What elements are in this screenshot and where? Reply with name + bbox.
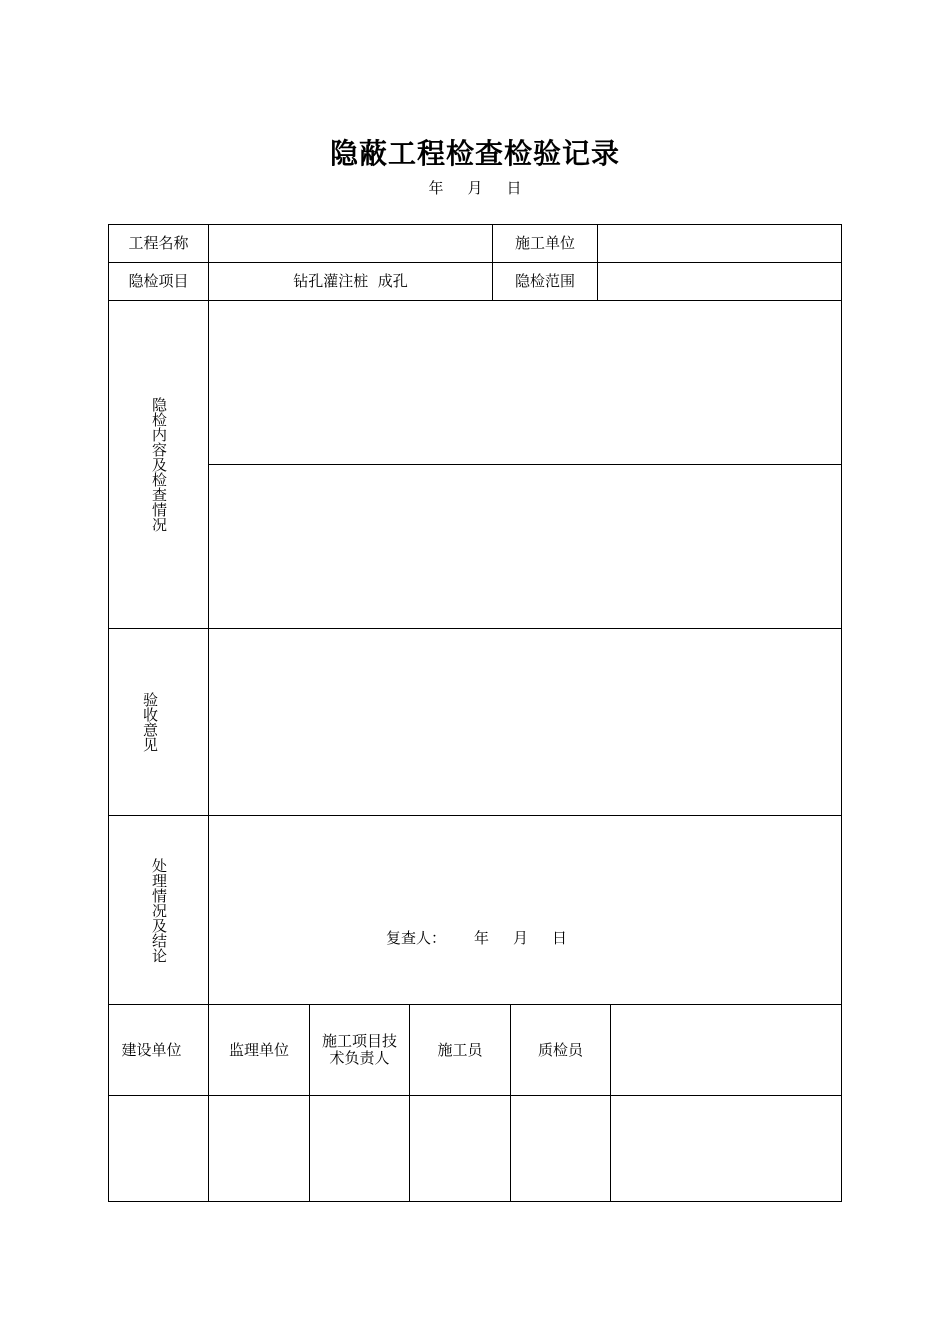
reviewer-month: 月 [513, 929, 529, 947]
project-name-label: 工程名称 [128, 234, 189, 252]
sig-supervisor-field[interactable] [209, 1096, 309, 1201]
inspection-content-area[interactable] [209, 301, 841, 464]
sig-builder-field[interactable] [410, 1096, 510, 1201]
date-day: 日 [506, 179, 522, 197]
inspection-content-label-text: 隐检内容及检查情况 [150, 397, 168, 532]
acceptance-label-text: 验收意见 [141, 692, 159, 752]
handling-label-text: 处理情况及结论 [150, 857, 168, 963]
inspection-result-area[interactable] [209, 465, 841, 628]
table-border-bottom [108, 1201, 842, 1202]
table-border-right [841, 224, 842, 1202]
sig-blank-field[interactable] [611, 1096, 841, 1201]
construction-unit-label: 施工单位 [514, 234, 575, 252]
form-title: 隐蔽工程检查检验记录 [329, 137, 620, 170]
reviewer-year: 年 [474, 929, 490, 947]
reviewer-label: 复查人： [386, 929, 447, 947]
sig-owner-field[interactable] [109, 1096, 208, 1201]
handling-area[interactable] [209, 816, 841, 1004]
acceptance-area[interactable] [209, 629, 841, 815]
inspection-scope-label: 隐检范围 [514, 272, 575, 290]
sig-header-builder: 施工员 [437, 1040, 483, 1059]
construction-unit-field[interactable] [598, 225, 841, 262]
reviewer-day: 日 [552, 929, 568, 947]
date-year: 年 [428, 179, 444, 197]
reviewer-line [386, 927, 567, 948]
sig-header-supervisor: 监理单位 [228, 1040, 289, 1059]
sig-header-tech-lead: 施工项目技术负责人 [322, 1032, 398, 1067]
sig-header-owner: 建设单位 [121, 1040, 182, 1059]
sig-header-blank [611, 1005, 841, 1095]
sig-inspector-field[interactable] [511, 1096, 610, 1201]
sig-header-inspector: 质检员 [537, 1040, 583, 1059]
form-date [0, 177, 950, 198]
date-month: 月 [467, 179, 483, 197]
inspection-item-field[interactable]: 钻孔灌注桩 成孔 [293, 272, 408, 290]
sig-tech-lead-field[interactable] [310, 1096, 409, 1201]
inspection-scope-field[interactable] [598, 263, 841, 300]
inspection-content-label [109, 301, 208, 628]
project-name-field[interactable] [209, 225, 492, 262]
handling-label [109, 816, 208, 1004]
acceptance-label [100, 629, 199, 815]
inspection-item-label: 隐检项目 [128, 272, 189, 290]
